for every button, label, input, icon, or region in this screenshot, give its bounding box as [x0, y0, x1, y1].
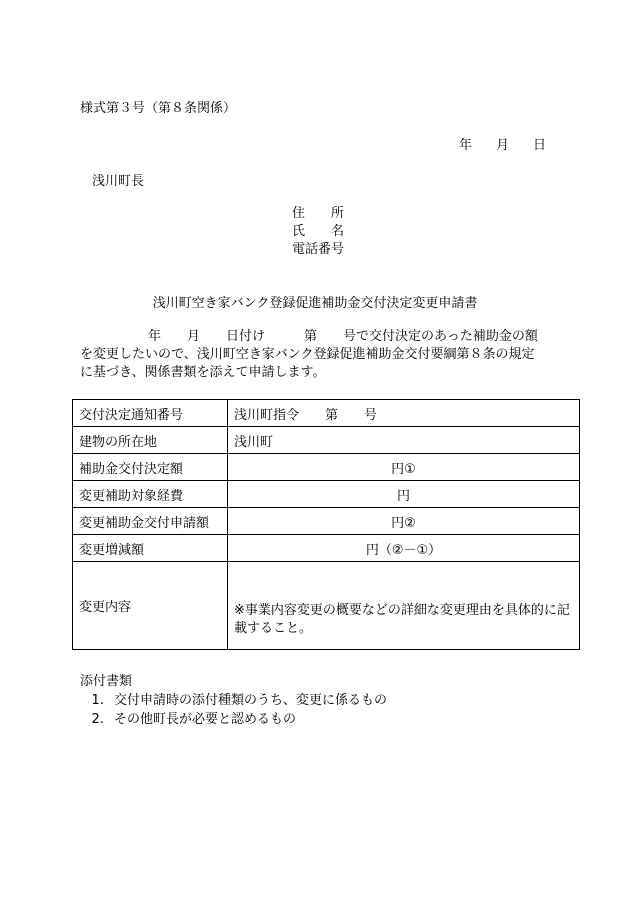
body-line-3: に基づき、関係書類を添えて申請します。 [80, 365, 326, 380]
row-label-change-details: 変更内容 [73, 562, 228, 650]
table-row [73, 562, 580, 650]
attachments-heading: 添付書類 [80, 674, 133, 689]
applicant-block [292, 205, 372, 259]
row-label-changed-application-amount: 変更補助金交付申請額 [73, 508, 228, 535]
row-value-changed-application-amount: 円② [228, 508, 580, 535]
body-line-1: 年 月 日付け 第 号で交付決定のあった補助金の額 [148, 329, 538, 344]
row-label-decided-amount: 補助金交付決定額 [73, 454, 228, 481]
table-row [73, 535, 580, 562]
body-text [80, 328, 560, 382]
row-value-building-location: 浅川町 [228, 427, 580, 454]
address-label: 住 所 [292, 206, 345, 221]
date-month: 月 [496, 138, 510, 153]
row-label-changed-eligible-cost: 変更補助対象経費 [73, 481, 228, 508]
row-label-increase-decrease: 変更増減額 [73, 535, 228, 562]
change-note: ※事業内容変更の概要などの詳細な変更理由を具体的に記載すること。 [234, 602, 570, 636]
table-row [73, 427, 580, 454]
row-value-change-details [228, 562, 580, 650]
phone-label: 電話番号 [292, 242, 345, 257]
list-item: 2. その他町長が必要と認めるもの [108, 710, 387, 729]
table-row [73, 400, 580, 427]
attachments-list [80, 691, 387, 729]
row-value-changed-eligible-cost: 円 [228, 481, 580, 508]
name-label: 氏 名 [292, 224, 345, 239]
document-title: 浅川町空き家バンク登録促進補助金交付決定変更申請書 [152, 296, 478, 311]
applicant-phone-row [292, 241, 372, 259]
body-line-2: を変更したいので、浅川町空き家バンク登録促進補助金交付要綱第８条の規定 [80, 347, 535, 362]
table-row [73, 454, 580, 481]
row-label-building-location: 建物の所在地 [73, 427, 228, 454]
row-label-notice-number: 交付決定通知番号 [73, 400, 228, 427]
row-value-increase-decrease: 円（②－①） [228, 535, 580, 562]
application-table [72, 399, 580, 650]
form-number: 様式第３号（第８条関係） [80, 101, 237, 116]
list-item: 1. 交付申請時の添付種類のうち、変更に係るもの [108, 691, 387, 710]
applicant-name-row [292, 223, 372, 241]
applicant-address-row [292, 205, 372, 223]
row-value-notice-number: 浅川町指令 第 号 [228, 400, 580, 427]
date-day: 日 [533, 138, 547, 153]
attachments [80, 672, 387, 729]
date-year: 年 [459, 138, 473, 153]
table-row [73, 508, 580, 535]
date-line [459, 134, 546, 153]
table-row [73, 481, 580, 508]
recipient: 浅川町長 [92, 174, 145, 189]
row-value-decided-amount: 円① [228, 454, 580, 481]
